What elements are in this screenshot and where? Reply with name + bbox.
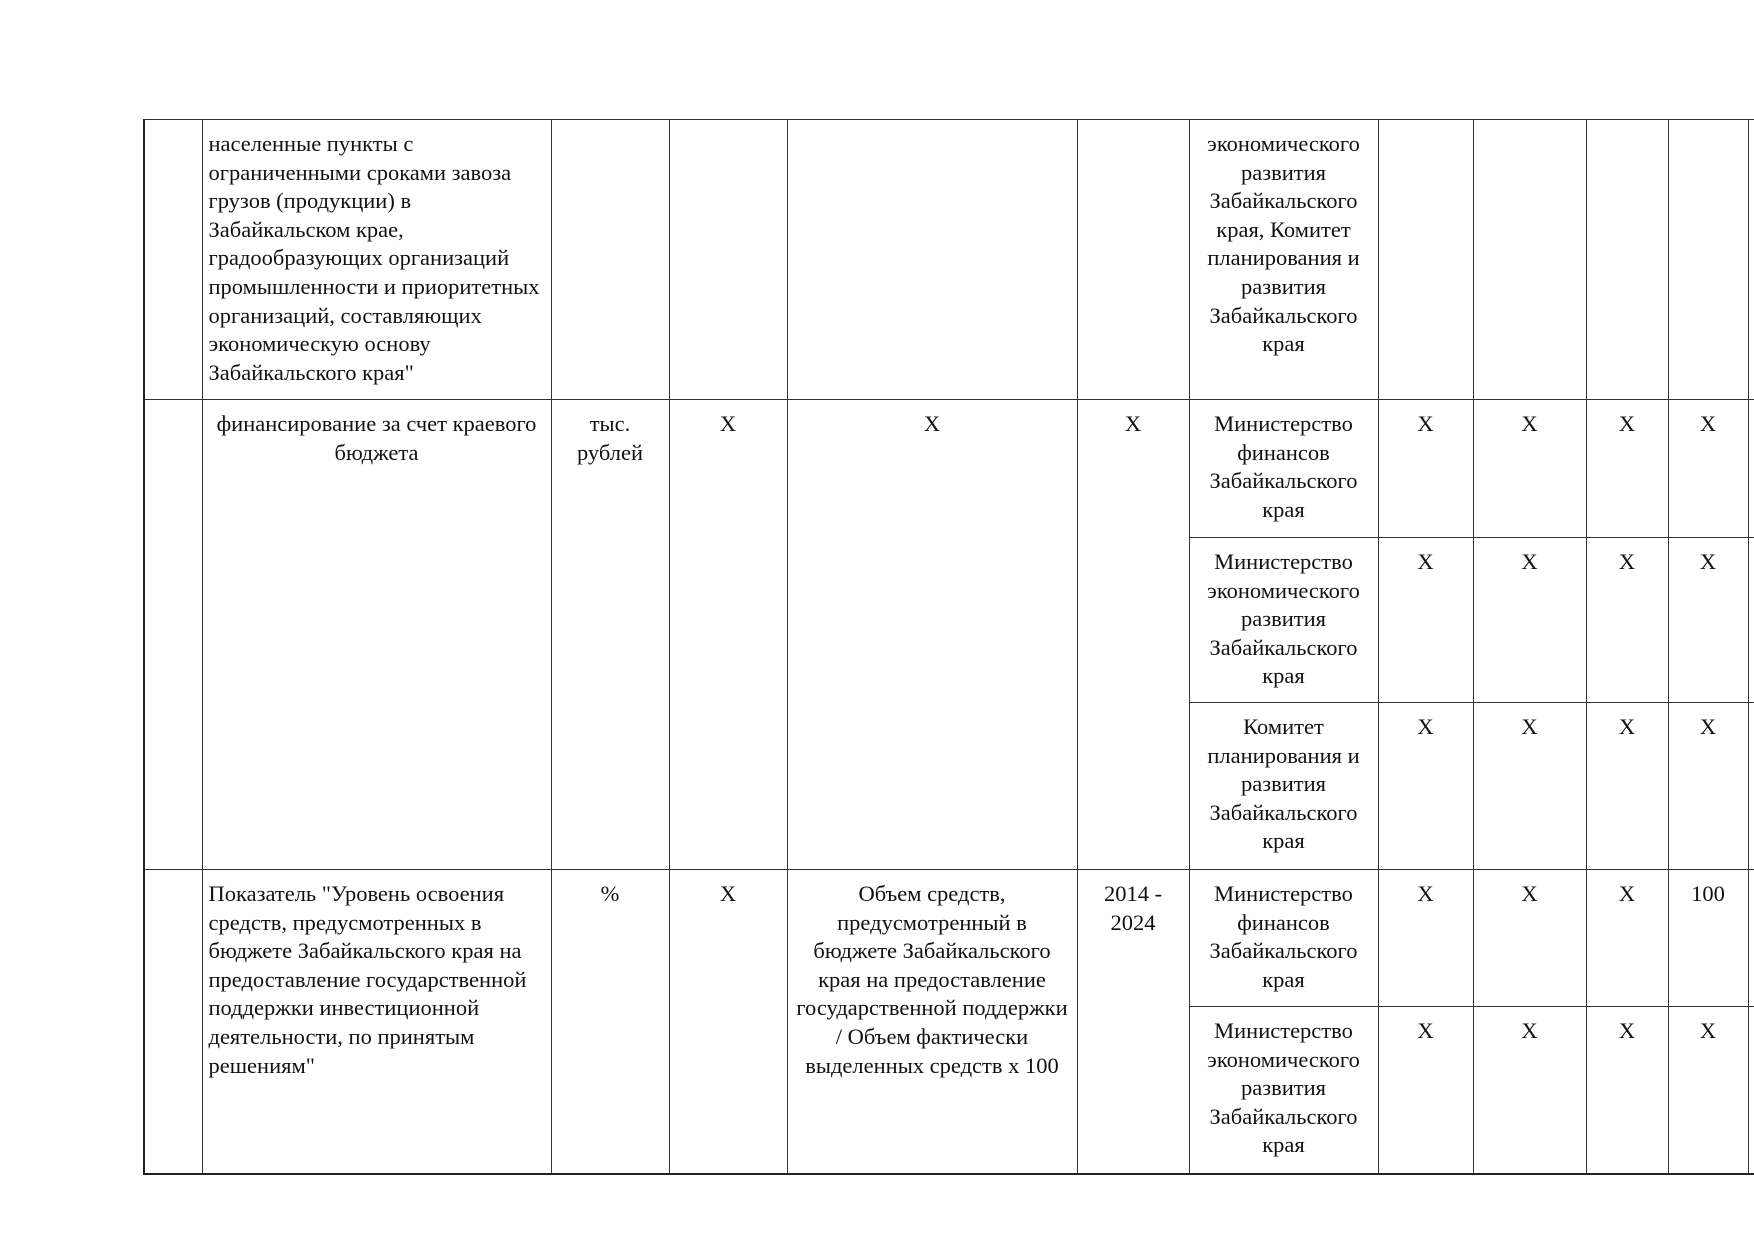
indicators-table xyxy=(143,119,1754,1175)
cell-value: X xyxy=(1586,1007,1668,1174)
cell-value: X xyxy=(1668,400,1748,538)
cell-period: X xyxy=(1077,400,1189,870)
cell-responsible: Министерство экономического развития Забайкальского края xyxy=(1189,538,1378,703)
cell-responsible: Министерство финансов Забайкальского края xyxy=(1189,400,1378,538)
document-table-page xyxy=(143,119,1754,1175)
cell-number xyxy=(144,400,202,870)
cell: X xyxy=(669,870,787,1174)
cell-responsible: Комитет планирования и развития Забайкальского края xyxy=(1189,703,1378,870)
cell-value: X xyxy=(1473,538,1586,703)
cell-value: X xyxy=(1668,1007,1748,1174)
cell-formula: Объем средств, предусмотренный в бюджете Забайкальского края на предоставление государственной поддержки / Объем фактически выделенных средств x 100 xyxy=(787,870,1077,1174)
cell-value: X xyxy=(1586,538,1668,703)
cell xyxy=(1378,120,1473,400)
cell-value: X xyxy=(1473,400,1586,538)
cell xyxy=(1748,400,1754,538)
cell-name: Показатель "Уровень освоения средств, предусмотренных в бюджете Забайкальского края на предоставление государственной поддержки инвестиционной деятельности, по принятым решениям" xyxy=(202,870,551,1174)
cell-number xyxy=(144,120,202,400)
cell-value: X xyxy=(1378,538,1473,703)
cell-value: X xyxy=(1668,538,1748,703)
table-row xyxy=(144,870,1754,1007)
cell-value: X xyxy=(1473,1007,1586,1174)
cell xyxy=(1748,703,1754,870)
cell-unit: тыс. рублей xyxy=(551,400,669,870)
cell xyxy=(669,120,787,400)
cell-responsible: Министерство экономического развития Забайкальского края xyxy=(1189,1007,1378,1174)
cell-value: X xyxy=(1586,870,1668,1007)
cell-period: 2014 - 2024 xyxy=(1077,870,1189,1174)
cell xyxy=(1473,120,1586,400)
cell-formula xyxy=(787,120,1077,400)
cell-period xyxy=(1077,120,1189,400)
cell xyxy=(1748,870,1754,1007)
cell-responsible: экономического развития Забайкальского края, Комитет планирования и развития Забайкальского края xyxy=(1189,120,1378,400)
cell xyxy=(1748,1007,1754,1174)
cell-value: X xyxy=(1473,870,1586,1007)
cell-value: X xyxy=(1378,703,1473,870)
cell-value: X xyxy=(1378,1007,1473,1174)
cell: X xyxy=(669,400,787,870)
cell-value: X xyxy=(1378,870,1473,1007)
cell-value: 100 xyxy=(1668,870,1748,1007)
cell-value: X xyxy=(1473,703,1586,870)
cell-formula: X xyxy=(787,400,1077,870)
cell xyxy=(1586,120,1668,400)
cell-unit: % xyxy=(551,870,669,1174)
cell-value: X xyxy=(1586,400,1668,538)
cell-name: финансирование за счет краевого бюджета xyxy=(202,400,551,870)
table-row xyxy=(144,120,1754,400)
cell xyxy=(1748,120,1754,400)
cell-value: X xyxy=(1668,703,1748,870)
cell-name: населенные пункты с ограниченными сроками завоза грузов (продукции) в Забайкальском крае, градообразующих организаций промышленности и приоритетных организаций, составляющих экономическую основу Забайкальского края" xyxy=(202,120,551,400)
cell-number xyxy=(144,870,202,1174)
cell-value: X xyxy=(1378,400,1473,538)
cell-responsible: Министерство финансов Забайкальского края xyxy=(1189,870,1378,1007)
table-row xyxy=(144,400,1754,538)
cell xyxy=(1748,538,1754,703)
cell-value: X xyxy=(1586,703,1668,870)
cell xyxy=(1668,120,1748,400)
cell-unit xyxy=(551,120,669,400)
